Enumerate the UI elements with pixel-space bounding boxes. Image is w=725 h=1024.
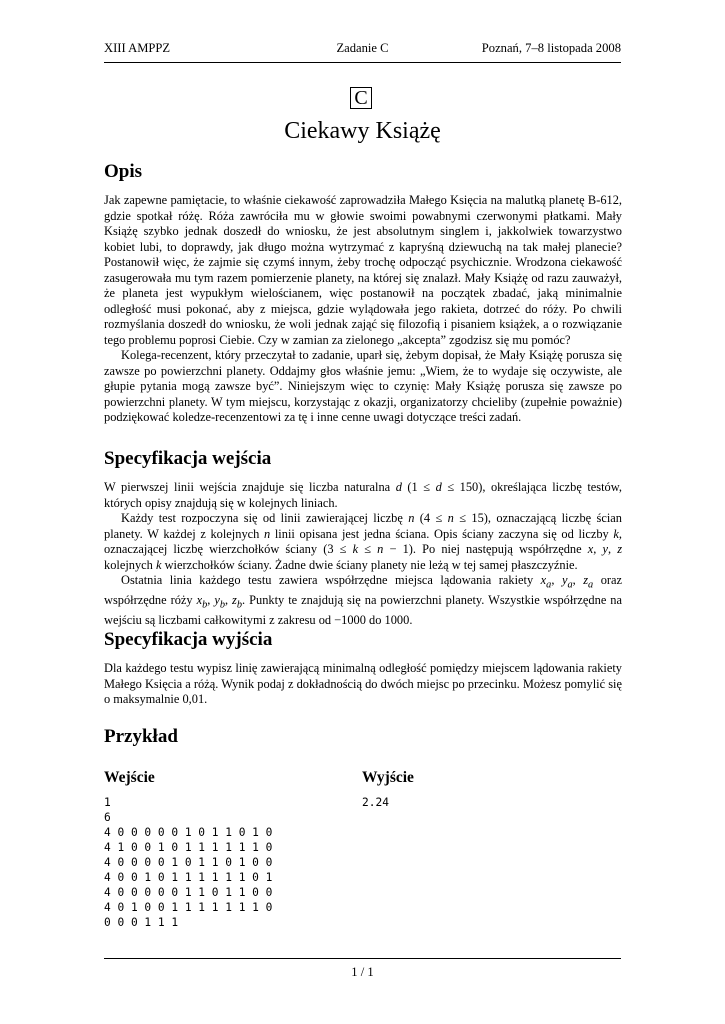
opis-body	[104, 193, 622, 426]
output-paragraph-1: Dla każdego testu wypisz linię zawierającą minimalną odległość pomiędzy miejscem lądowania rakiety Małego Księcia a różą. Wynik podaj z dokładnością do dwóch miejsc po przecinku. Możesz pomylić się o maksymalnie 0,01.	[104, 661, 622, 706]
header-rule	[104, 62, 621, 63]
section-heading-opis: Opis	[104, 161, 143, 182]
section-heading-input: Specyfikacja wejścia	[104, 448, 272, 469]
page-number: 1 / 1	[351, 965, 374, 979]
footer-rule	[104, 958, 621, 959]
header-contest: XIII AMPPZ	[104, 41, 171, 55]
example-output-block: 2.24	[362, 796, 389, 809]
input-paragraph-3: Ostatnia linia każdego testu zawiera współrzędne miejsca lądowania rakiety $x_a$, $y_a$, $z_a$ oraz współrzędne róży $x_b$, $y_b$, $z_b$. Punkty te znajdują się na powierzchni planety. Wszystkie współrzędne na wejściu są liczbami całkowitymi z zakresu od −1000 do 1000.	[104, 573, 623, 627]
header-place-date: Poznań, 7–8 listopada 2008	[481, 41, 621, 55]
problem-letter-box: C	[350, 87, 372, 109]
example-input-label: Wejście	[104, 769, 155, 786]
opis-paragraph-2: Kolega-recenzent, który przeczytał to zadanie, uparł się, żebym dopisał, że Mały Książę porusza się zawsze po powierzchni planety. Oddajmy głos właśnie jemu: „Wiem, że to wydaje się oczywiste, ale głupie pytania mogą zawsze być”. Niniejszym więc to czynię: Mały Książę porusza się zawsze po powierzchni planety. W tym miejscu, korzystając z okazji, organizatorzy chcieliby (zupełnie poważnie) podziękować koledze-recenzentowi za tę i inne cenne uwagi dotyczące treści zadań.	[104, 348, 622, 424]
example-output-label: Wyjście	[362, 769, 414, 786]
page-title: Ciekawy Książę	[284, 118, 441, 144]
header-task: Zadanie C	[336, 41, 389, 55]
output-body	[104, 661, 622, 708]
input-paragraph-1: W pierwszej linii wejścia znajduje się liczba naturalna d (1 ≤ d ≤ 150), określająca liczbę testów, których opisy znajdują się w kolejnych liniach.	[104, 480, 622, 510]
opis-paragraph-1: Jak zapewne pamiętacie, to właśnie ciekawość zaprowadziła Małego Księcia na malutką planetę B-612, gdzie spotkał różę. Róża zawróciła mu w głowie swoimi powabnymi czerwonymi płatkami. Mały Książę szybko jednak doszedł do wniosku, że jest absolutnym singlem i, jakkolwiek towarzystwo kobiet lubi, to doprawdy, jak długo można wytrzymać z kapryśną dziewuchą na tak małej planecie? Postanowił więc, że zajmie się czymś innym, żeby trochę odpocząć psychicznie. Wrodzona ciekawość zasugerowała mu tym razem pomierzenie planety, na której się znalazł. Mały Książę od razu zauważył, że planeta jest wypukłym wielościanem, więc postanowił na początek zbadać, jaką minimalnie odległość musi pokonać, aby z miejsca, gdzie wylądowała jego rakieta, dotrzeć do róży. Po chwili rozmyślania doszedł do wniosku, że woli jednak zająć się filozofią i pisaniem książek, a o rozwiązanie tego problemu poprosi Ciebie. Czy w zamian za zielonego „akcepta” zgodzisz się mu pomóc?	[104, 193, 622, 347]
section-heading-example: Przykład	[104, 726, 178, 747]
input-body	[104, 480, 622, 628]
example-input-block: 1 6 4 0 0 0 0 0 1 0 1 1 0 1 0 4 1 0 0 1 0 1 1 1 1 1 1 0 4 0 0 0 0 1 0 1 1 0 1 0 0 4 0 0 1 0 1 1 1 1 1 1 0 1 4 0 0 0 0 0 1 1 0 1 1 0 0 4 0 1 0 0 1 1 1 1 1 1 1 0 0 0 0 1 1 1	[104, 796, 273, 930]
section-heading-output: Specyfikacja wyjścia	[104, 629, 273, 650]
input-paragraph-2: Każdy test rozpoczyna się od linii zawierającej liczbę n (4 ≤ n ≤ 15), oznaczającą liczbę ścian planety. W każdej z kolejnych n linii opisana jest jedna ściana. Opis ściany zaczyna się od liczby k, oznaczającej liczbę wierzchołków ściany (3 ≤ k ≤ n − 1). Po niej następują współrzędne x, y, z kolejnych k wierzchołków ściany. Żadne dwie ściany planety nie leżą w tej samej płaszczyźnie.	[104, 511, 623, 572]
